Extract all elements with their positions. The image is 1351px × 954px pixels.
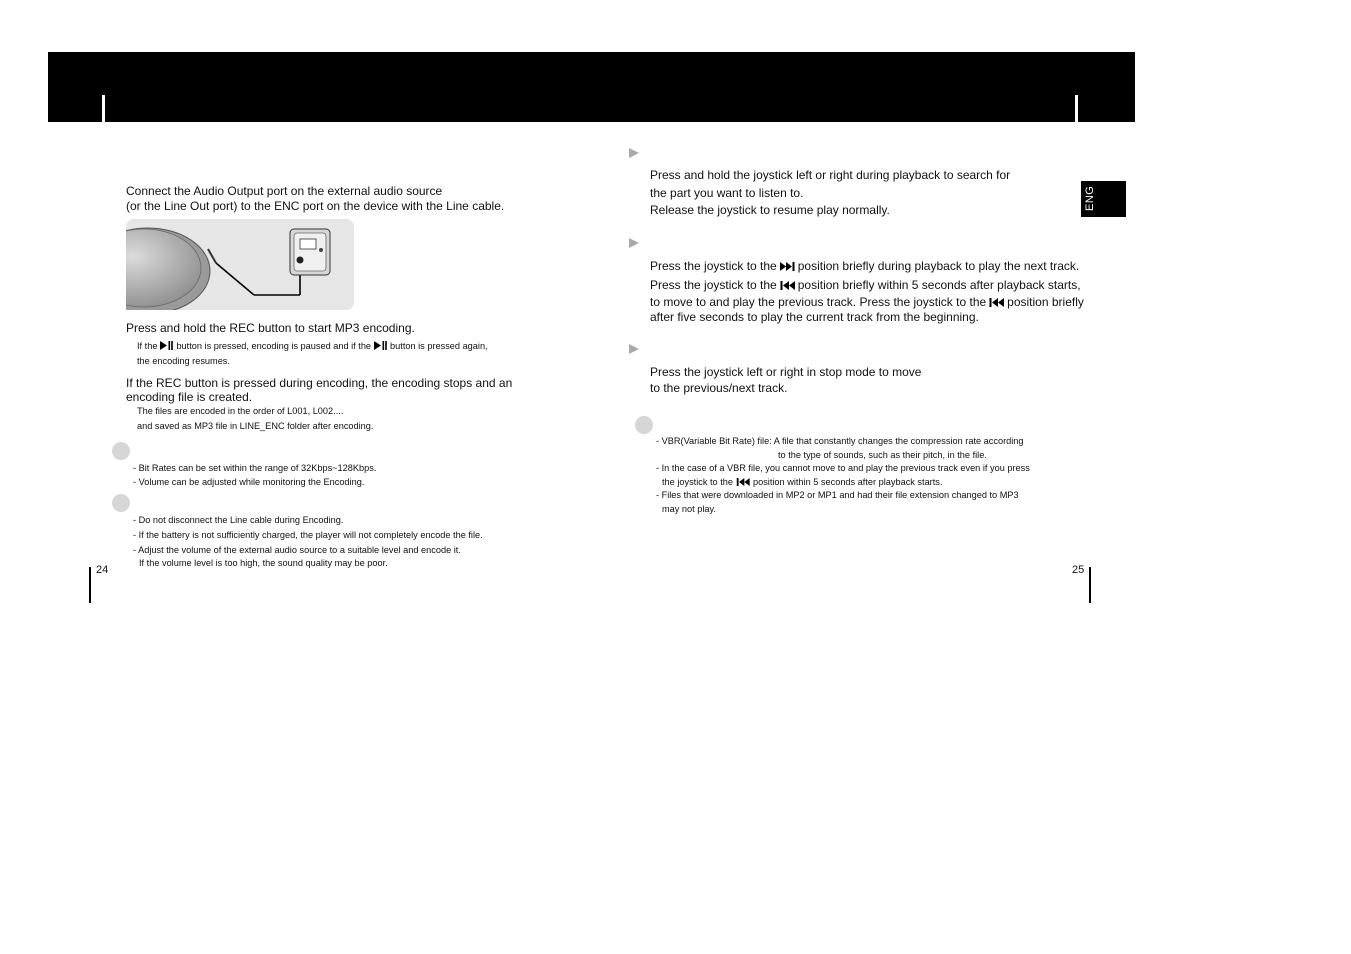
- language-tab-label: ENG: [1084, 185, 1096, 211]
- triangle-marker-icon: [629, 344, 639, 354]
- caution-note-list: - Do not disconnect the Line cable during Encoding. - If the battery is not sufficiently charged, the player will not completely encode the file. - Adjust the volume of the external audio source to a suitable level and encode it. If the volume level is too high, the sound quality may be poor.: [133, 515, 483, 568]
- connect-instruction: Connect the Audio Output port on the external audio source (or the Line Out port) to the ENC port on the device with the Line cable.: [126, 184, 505, 213]
- stop-encoding-instruction: If the REC button is pressed during encoding, the encoding stops and an encoding file is created.: [126, 376, 513, 404]
- header-bar: [48, 52, 1135, 122]
- previous-track-icon: [736, 478, 750, 486]
- page-tick-left: [89, 567, 91, 603]
- play-pause-icon: [160, 341, 173, 350]
- previous-track-icon: [989, 298, 1004, 307]
- triangle-marker-icon: [629, 238, 639, 248]
- skip-instruction: Press the joystick to the position briefly during playback to play the next track. Press the joystick to the position briefly within 5 seconds after playback starts, to move to and play the previous track. Press the joystick to the position briefly after five seconds to play the current track from the beginning.: [650, 259, 1084, 324]
- stop-mode-instruction: Press the joystick left or right in stop mode to move to the previous/next track.: [650, 365, 922, 395]
- encoded-files-note: The files are encoded in the order of L001, L002.... and saved as MP3 file in LINE_ENC folder after encoding.: [137, 406, 374, 431]
- rec-instruction: Press and hold the REC button to start MP3 encoding.: [126, 321, 415, 335]
- next-track-icon: [780, 262, 795, 271]
- play-pause-icon: [374, 341, 387, 350]
- search-instruction: Press and hold the joystick left or right during playback to search for the part you want to listen to. Release the joystick to resume play normally.: [650, 168, 1011, 217]
- note-bullet-icon: [112, 494, 130, 512]
- note-bullet-icon: [112, 442, 130, 460]
- page-number-left: 24: [96, 564, 109, 576]
- encoding-note-list: - Bit Rates can be set within the range of 32Kbps~128Kbps. - Volume can be adjusted while monitoring the Encoding.: [133, 463, 377, 487]
- header-left-tick: [102, 95, 105, 122]
- page-tick-right: [1089, 567, 1091, 603]
- line-cable-illustration: [126, 219, 354, 310]
- note-bullet-icon: [635, 416, 653, 434]
- vbr-note-list: - VBR(Variable Bit Rate) file: A file that constantly changes the compression rate according to the type of sounds, such as their pitch, in the file. - In the case of a VBR file, you cannot move to and play the previous track even if you press the joystick to the position within 5 seconds after playback starts. - Files that were downloaded in MP2 or MP1 and had their file extension changed to MP3 may not play.: [656, 436, 1030, 514]
- header-right-tick: [1075, 95, 1078, 122]
- language-tab: [1081, 181, 1126, 217]
- triangle-marker-icon: [629, 148, 639, 158]
- previous-track-icon: [780, 281, 795, 290]
- pause-resume-note: If the button is pressed, encoding is paused and if the button is pressed again, the encoding resumes.: [137, 341, 488, 366]
- page-number-right: 25: [1072, 564, 1085, 576]
